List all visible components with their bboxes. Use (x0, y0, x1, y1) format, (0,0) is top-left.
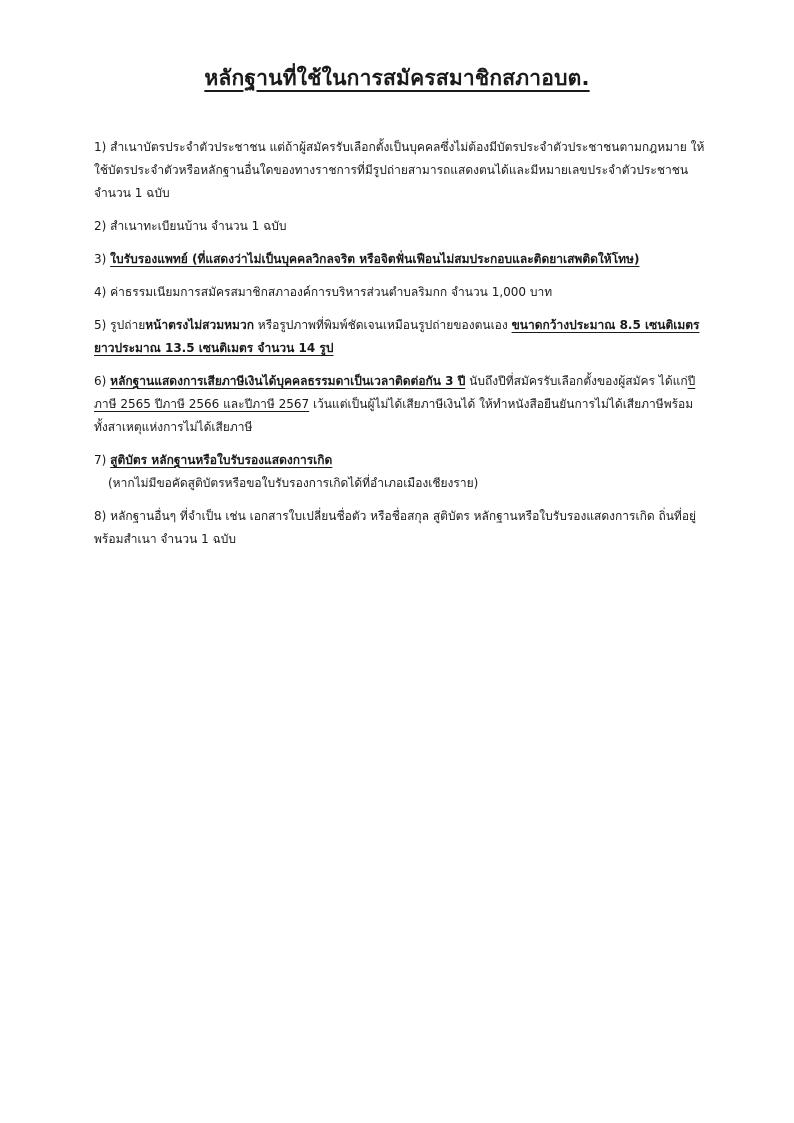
item-number: 2) (94, 219, 107, 233)
item-text: สำเนาทะเบียนบ้าน จำนวน 1 ฉบับ (110, 219, 287, 233)
list-item-5 (94, 314, 706, 360)
item-text-part: หรือรูปภาพที่พิมพ์ชัดเจนเหมือนรูปถ่ายของตนเอง (253, 318, 512, 332)
item-text-emphasis: ขนาดกว้างประมาณ 8.5 เซนติเมตร ยาวประมาณ 13.5 เซนติเมตร จำนวน 14 รูป (94, 318, 700, 355)
list-item-4 (94, 281, 706, 304)
list-item-2 (94, 215, 706, 238)
item-text-underlined: ปีภาษี 2565 ปีภาษี 2566 และปีภาษี 2567 (94, 374, 696, 411)
item-text: ใบรับรองแพทย์ (ที่แสดงว่าไม่เป็นบุคคลวิกลจริต หรือจิตฟั่นเฟือนไม่สมประกอบและติดยาเสพติดให้โทษ) (110, 252, 640, 266)
item-number: 5) (94, 318, 107, 332)
item-text-emphasis: หน้าตรงไม่สวมหมวก (145, 318, 254, 332)
list-item-3 (94, 248, 706, 271)
item-text: หลักฐานอื่นๆ ที่จำเป็น เช่น เอกสารใบเปลี่ยนชื่อตัว หรือชื่อสกุล สูติบัตร หลักฐานหรือใบรับรองแสดงการเกิด ถิ่นที่อยู่ พร้อมสำเนา จำนวน 1 ฉบับ (94, 509, 697, 546)
item-text: ค่าธรรมเนียมการสมัครสมาชิกสภาองค์การบริหารส่วนตำบลริมกก จำนวน 1,000 บาท (110, 285, 553, 299)
list-item-8 (94, 505, 706, 551)
list-item-1 (94, 136, 706, 205)
item-text-part: รูปถ่าย (110, 318, 146, 332)
item-number: 4) (94, 285, 107, 299)
item-text: สูติบัตร หลักฐานหรือใบรับรองแสดงการเกิด (110, 453, 333, 467)
list-item-7 (94, 449, 706, 495)
list-item-6 (94, 370, 706, 439)
item-text-part: นับถึงปีที่สมัครรับเลือกตั้งของผู้สมัคร ได้แก่ (465, 374, 688, 388)
document-title: หลักฐานที่ใช้ในการสมัครสมาชิกสภาอบต. (204, 66, 590, 90)
item-text-part: เว้นแต่เป็นผู้ไม่ได้เสียภาษีเงินได้ ให้ทำหนังสือยืนยันการไม่ได้เสียภาษีพร้อมทั้งสาเหตุแห่งการไม่ได้เสียภาษี (94, 397, 694, 434)
item-note: (หากไม่มีขอคัดสูติบัตรหรือขอใบรับรองการเกิดได้ที่อำเภอเมืองเชียงราย) (108, 476, 479, 490)
item-text-emphasis: หลักฐานแสดงการเสียภาษีเงินได้บุคคลธรรมดาเป็นเวลาติดต่อกัน 3 ปี (110, 374, 466, 388)
item-text: สำเนาบัตรประจำตัวประชาชน แต่ถ้าผู้สมัครรับเลือกตั้งเป็นบุคคลซึ่งไม่ต้องมีบัตรประจำตัวประชาชนตามกฎหมาย ให้ใช้บัตรประจำตัวหรือหลักฐานอื่นใดของทางราชการที่มีรูปถ่ายสามารถแสดงตนได้และมีหมายเลขประจำตัวประชาชน จำนวน 1 ฉบับ (94, 140, 705, 200)
item-number: 3) (94, 252, 107, 266)
item-number: 1) (94, 140, 107, 154)
item-number: 8) (94, 509, 107, 523)
requirements-list (94, 136, 706, 561)
item-number: 6) (94, 374, 107, 388)
item-number: 7) (94, 453, 107, 467)
